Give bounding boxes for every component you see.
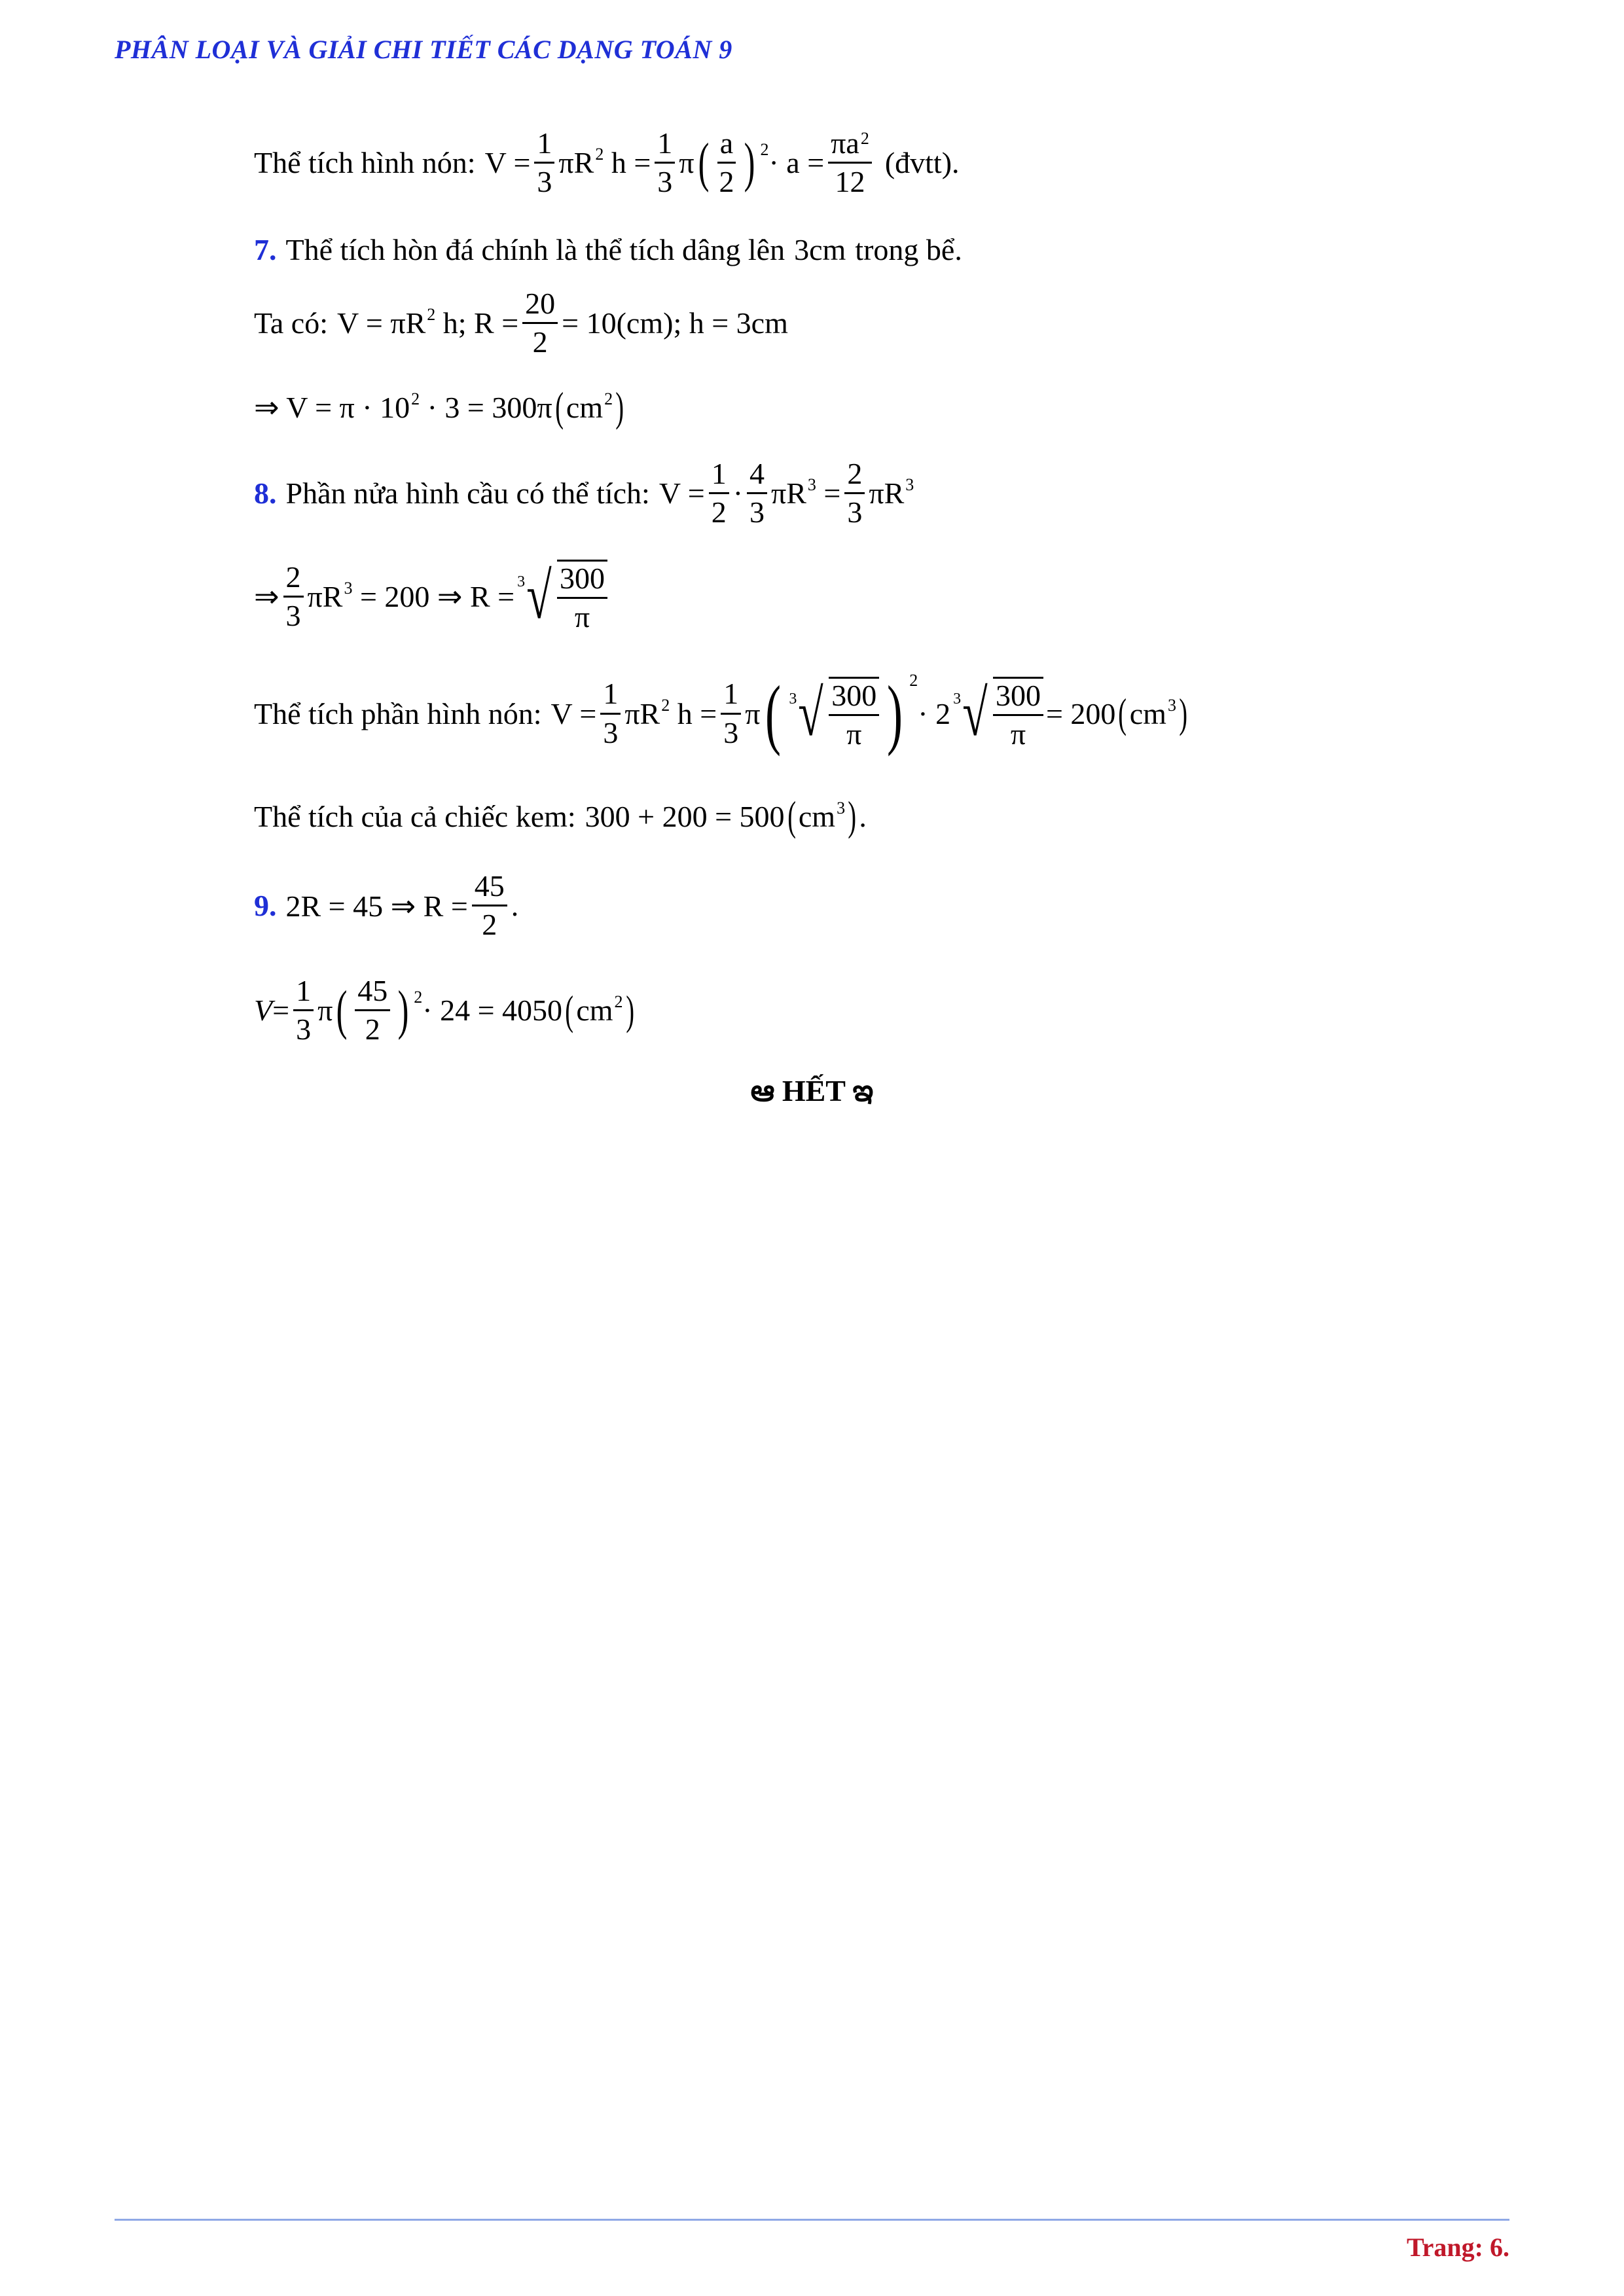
unit-note: (đvtt).	[884, 146, 960, 180]
cone-part-label: Thể tích phần hình nón:	[254, 696, 542, 730]
cone-volume-line: Thể tích hình nón: V = $\frac{1}{3}$ $\pi R^2$ h = $\frac{1}{3}$ π ( $\frac{a}{2}$ ) 2 · a = $\frac{\pi a^2}{12}$ (đvtt).	[254, 126, 960, 199]
ta-co-line: Ta có: $V = \pi R^2$ h; R = $\frac{20}{2}$ = 10(cm); h = 3cm	[254, 287, 788, 359]
footer-divider	[115, 2219, 1509, 2221]
item-number: 8.	[254, 476, 277, 511]
cone-volume-label: Thể tích hình nón:	[254, 146, 476, 180]
formula: V =	[484, 146, 531, 180]
radius-line: ⇒ $\frac{2}{3}$ $\pi R^3 = 200$ ⇒ R = 3 √ $\frac{300}{\pi}$	[254, 560, 610, 634]
end-marker: ఆ HẾT ఇ	[750, 1074, 874, 1107]
total-volume-line: Thể tích của cả chiếc kem: 300 + 200 = 500 ( $cm^3$ ) .	[254, 793, 867, 839]
item-text: Phần nửa hình cầu có thể tích:	[285, 476, 650, 511]
item-9-line: 9. 2R = 45 ⇒ R = $\frac{45}{2}$ .	[254, 869, 519, 942]
item-7-line	[254, 232, 962, 267]
ta-co-label: Ta có:	[254, 306, 329, 340]
item-number: 9.	[254, 889, 277, 923]
volume-result-line: ⇒ $V = \pi \cdot 10^2 \cdot 3 = 300\pi$ ( $cm^2$ )	[254, 384, 624, 430]
item-tail: trong bể.	[855, 233, 962, 266]
item-text: Thể tích hòn đá chính là thể tích dâng lên	[285, 233, 785, 266]
cone-part-line: Thể tích phần hình nón: V = $\frac{1}{3}$ $\pi R^2$ h = $\frac{1}{3}$ π ( 3 √ $\frac{300}{\pi}$ ) 2 · 2 3 √ $\frac{300}{\pi}$ = 200 ( $cm^3$ )	[254, 670, 1187, 757]
item-value: 3cm	[794, 233, 846, 266]
page-number: Trang: 6.	[1406, 2233, 1509, 2262]
page-header-title: PHÂN LOẠI VÀ GIẢI CHI TIẾT CÁC DẠNG TOÁN 9	[115, 35, 732, 64]
total-volume-label: Thể tích của cả chiếc kem:	[254, 799, 576, 833]
cube-root: 3 √ $\frac{300}{\pi}$	[517, 560, 607, 634]
item-8-line: 8. Phần nửa hình cầu có thể tích: V = $\frac{1}{2}$ · $\frac{4}{3}$ $\pi R^3$ = $\frac{2}{3}$ $\pi R^3$	[254, 457, 914, 529]
final-volume-line: V = $\frac{1}{3}$ π ( $\frac{45}{2}$ ) 2 · 24 = 4050 ( $cm^2$ )	[254, 974, 634, 1047]
fraction: $\frac{1}{3}$	[534, 128, 554, 198]
item-number: 7.	[254, 233, 277, 266]
